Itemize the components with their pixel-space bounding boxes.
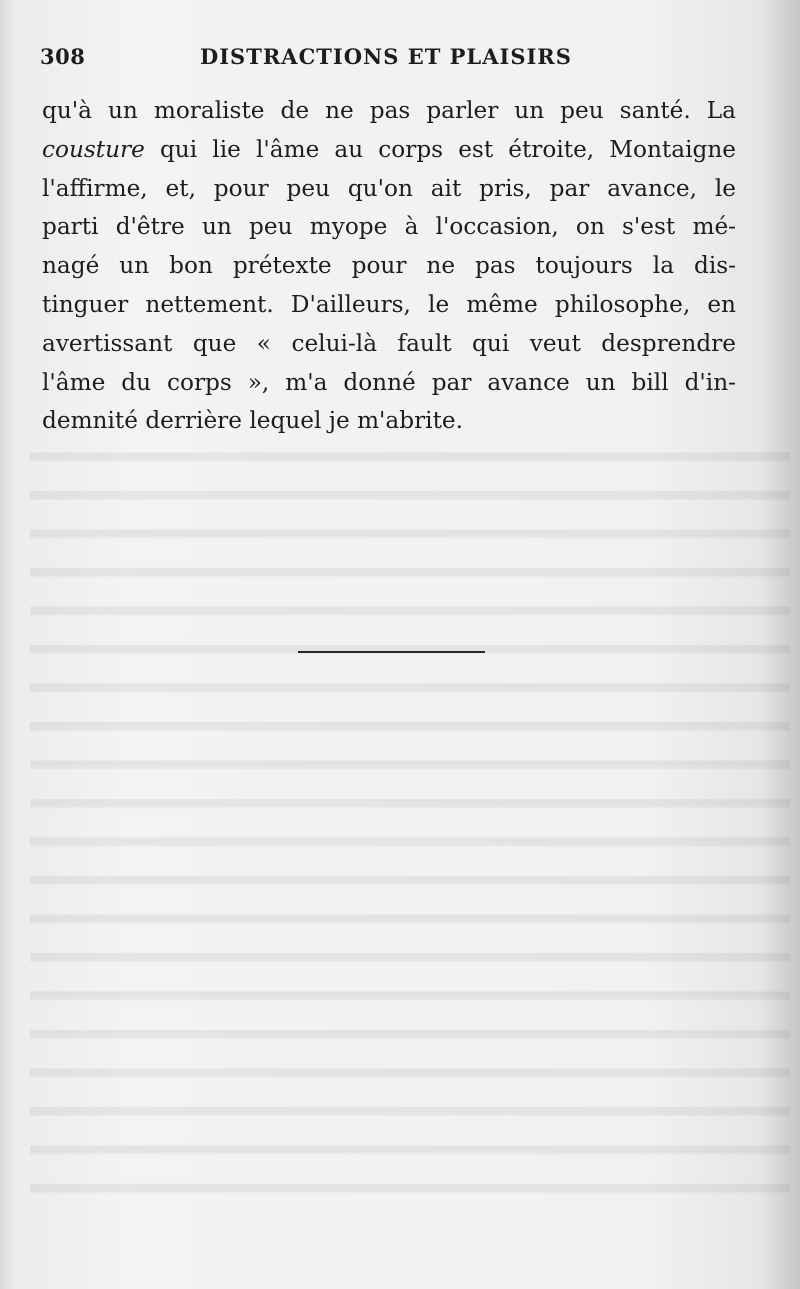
bleed-through-texture xyxy=(30,438,790,1218)
italic-word: cousture xyxy=(42,135,145,163)
body-text xyxy=(42,92,736,441)
page-header xyxy=(40,44,736,80)
text-line-3: l'affirme, et, pour peu qu'on ait pris, par avance, le xyxy=(42,174,736,202)
page-edge-shadow xyxy=(760,0,800,1289)
text-line-6: tinguer nettement. D'ailleurs, le même philosophe, en xyxy=(42,290,736,318)
text-line-2 xyxy=(42,131,736,170)
page-number: 308 xyxy=(40,44,86,69)
text-line-4: parti d'être un peu myope à l'occasion, on s'est mé- xyxy=(42,213,736,241)
text-line-7: avertissant que « celui-là fault qui veut desprendre xyxy=(42,329,736,357)
text-line-1: qu'à un moraliste de ne pas parler un peu santé. La xyxy=(42,97,736,124)
running-title: DISTRACTIONS ET PLAISIRS xyxy=(200,44,572,69)
text-line-2-rest: qui lie l'âme au corps est étroite, Montaigne xyxy=(144,135,736,163)
section-divider-rule xyxy=(298,651,485,653)
text-line-9: demnité derrière lequel je m'abrite. xyxy=(42,407,464,435)
text-line-5: nagé un bon prétexte pour ne pas toujours la dis- xyxy=(42,252,736,280)
text-line-8: l'âme du corps », m'a donné par avance un bill d'in- xyxy=(42,368,736,396)
